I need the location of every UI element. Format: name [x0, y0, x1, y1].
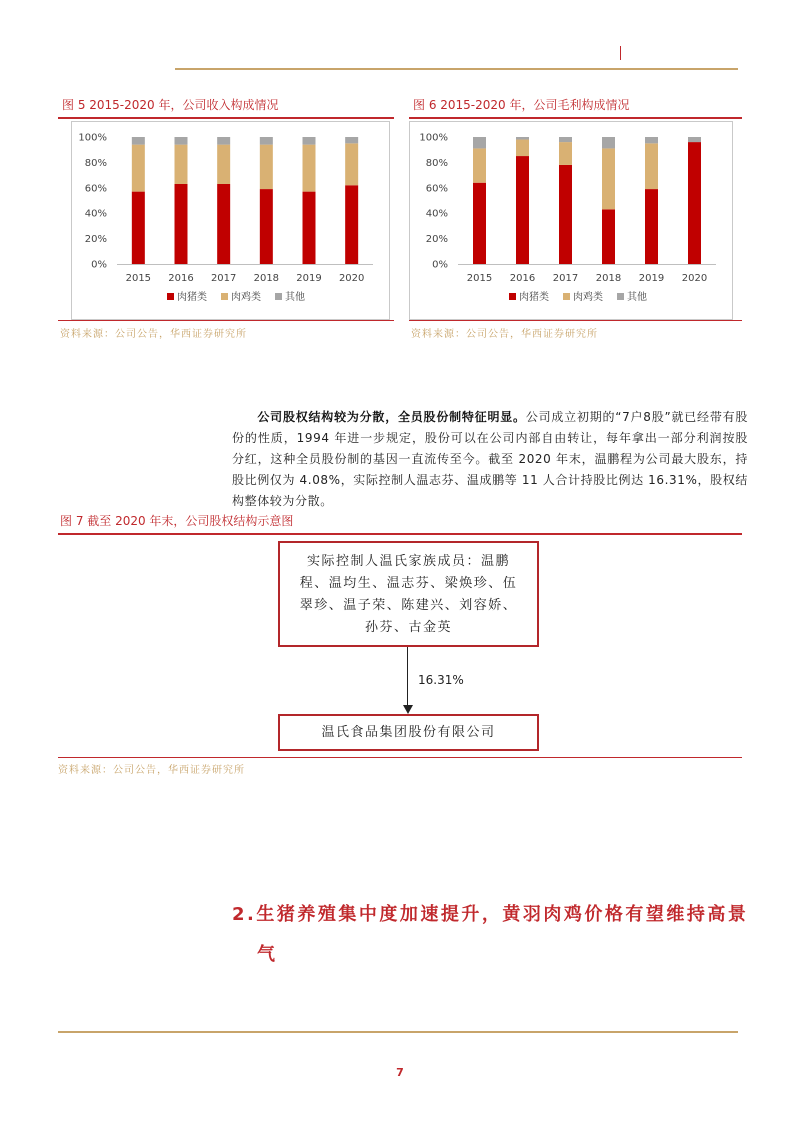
ownership-percentage: 16.31% [418, 673, 464, 687]
bar-2019-chicken [303, 145, 316, 192]
x-tick-label: 2018 [595, 273, 622, 284]
legend-swatch-2 [617, 293, 624, 300]
y-tick-label: 0% [91, 259, 107, 271]
y-tick-label: 60% [84, 183, 107, 195]
controller-box: 实际控制人温氏家族成员：温鹏程、温均生、温志芬、梁焕珍、伍翠珍、温子荣、陈建兴、刘容娇、孙芬、古金英 [278, 541, 539, 647]
bar-2015-other [473, 137, 486, 148]
figure6-bottom-rule [409, 320, 742, 321]
figure6-title: 图 6 2015-2020 年，公司毛利构成情况 [413, 98, 630, 112]
figure7-title: 图 7 截至 2020 年末，公司股权结构示意图 [60, 514, 294, 528]
figure5-title: 图 5 2015-2020 年，公司收入构成情况 [62, 98, 279, 112]
figure5-chart-box [71, 121, 390, 320]
legend-swatch-1 [563, 293, 570, 300]
bar-2019-chicken [645, 143, 658, 189]
y-tick-label: 0% [432, 259, 448, 271]
x-tick-label: 2017 [552, 273, 579, 284]
bar-2015-pork [132, 192, 145, 264]
y-tick-label: 80% [84, 157, 107, 169]
figure7-source: 资料来源：公司公告，华西证券研究所 [58, 765, 245, 776]
bar-2016-chicken [516, 140, 529, 157]
legend-label: 其他 [285, 292, 305, 303]
x-tick-label: 2019 [296, 273, 322, 284]
x-tick-label: 2020 [681, 273, 708, 284]
bar-2016-pork [175, 184, 188, 264]
figure7-bottom-rule [58, 757, 742, 758]
bar-2019-other [303, 137, 316, 145]
paragraph-text: 公司成立初期的“7户8股”就已经带有股份的性质，1994 年进一步规定，股份可以在公司内部自由转让，每年拿出一部分利润按股分红，这种全员股份制的基因一直流传至今。截至 2020 年末，温鹏程为公司最大股东，持股比例仅为 4.08%，实际控制人温志芬、温成鹏等 11 人合计持股比例达 16.31%，股权结构整体较为分散。 [232, 410, 749, 508]
bar-2019-pork [645, 189, 658, 264]
bar-2016-other [175, 137, 188, 145]
y-tick-label: 20% [425, 234, 448, 246]
paragraph-lead: 公司股权结构较为分散，全员股份制特征明显。 [257, 410, 526, 424]
bar-2018-pork [260, 189, 273, 264]
header-rule [175, 68, 738, 70]
x-tick-label: 2015 [125, 273, 152, 284]
y-tick-label: 60% [425, 183, 448, 195]
bar-2017-pork [559, 165, 572, 264]
ownership-arrow-line [407, 647, 408, 707]
bar-2016-pork [516, 156, 529, 264]
figure6-title-rule [409, 117, 742, 119]
figure6-chart [410, 122, 732, 319]
x-tick-label: 2017 [210, 273, 237, 284]
bar-2018-other [260, 137, 273, 145]
header-divider [620, 46, 621, 60]
figure5-chart [72, 122, 389, 319]
bar-2017-other [217, 137, 230, 145]
legend-label: 其他 [627, 292, 647, 303]
section-heading-cont: 气 [257, 944, 275, 965]
body-paragraph [232, 407, 748, 512]
figure5-title-rule [58, 117, 394, 119]
bar-2018-pork [602, 209, 615, 264]
legend-label: 肉鸡类 [231, 292, 261, 303]
bar-2017-chicken [559, 142, 572, 165]
figure6-source: 资料来源：公司公告，华西证券研究所 [411, 329, 598, 340]
bar-2020-other [688, 137, 701, 142]
bar-2017-chicken [217, 145, 230, 184]
legend-label: 肉猪类 [519, 292, 549, 303]
bar-2016-chicken [175, 145, 188, 184]
bar-2015-chicken [132, 145, 145, 192]
bar-2019-pork [303, 192, 316, 264]
legend-swatch-0 [167, 293, 174, 300]
figure5-bottom-rule [58, 320, 394, 321]
x-tick-label: 2018 [253, 273, 280, 284]
figure5-source: 资料来源：公司公告，华西证券研究所 [60, 329, 247, 340]
bar-2017-pork [217, 184, 230, 264]
x-tick-label: 2019 [638, 273, 665, 284]
legend-label: 肉猪类 [177, 292, 207, 303]
legend-swatch-0 [509, 293, 516, 300]
bar-2018-chicken [260, 145, 273, 189]
page-number: 7 [396, 1066, 404, 1079]
y-tick-label: 80% [425, 157, 448, 169]
x-tick-label: 2015 [466, 273, 493, 284]
x-tick-label: 2016 [509, 273, 536, 284]
y-tick-label: 40% [84, 208, 107, 220]
bar-2016-other [516, 137, 529, 140]
figure7-title-rule [58, 533, 742, 535]
x-tick-label: 2020 [338, 273, 365, 284]
footer-rule [58, 1031, 738, 1033]
bar-2018-chicken [602, 148, 615, 209]
section-heading: 2.生猪养殖集中度加速提升，黄羽肉鸡价格有望维持高景 [232, 904, 749, 925]
bar-2017-other [559, 137, 572, 142]
bar-2019-other [645, 137, 658, 143]
bar-2018-other [602, 137, 615, 148]
y-tick-label: 100% [419, 132, 448, 144]
figure6-chart-box [409, 121, 733, 320]
legend-label: 肉鸡类 [573, 292, 603, 303]
ownership-arrow-head [403, 705, 413, 714]
bar-2020-pork [345, 185, 358, 264]
bar-2015-other [132, 137, 145, 145]
legend-swatch-2 [275, 293, 282, 300]
x-tick-label: 2016 [168, 273, 194, 284]
bar-2015-pork [473, 183, 486, 264]
bar-2020-pork [688, 142, 701, 264]
bar-2020-other [345, 137, 358, 143]
bar-2015-chicken [473, 148, 486, 182]
company-box: 温氏食品集团股份有限公司 [278, 714, 539, 751]
y-tick-label: 100% [78, 132, 107, 144]
bar-2020-chicken [345, 143, 358, 185]
y-tick-label: 40% [425, 208, 448, 220]
y-tick-label: 20% [84, 234, 107, 246]
legend-swatch-1 [221, 293, 228, 300]
